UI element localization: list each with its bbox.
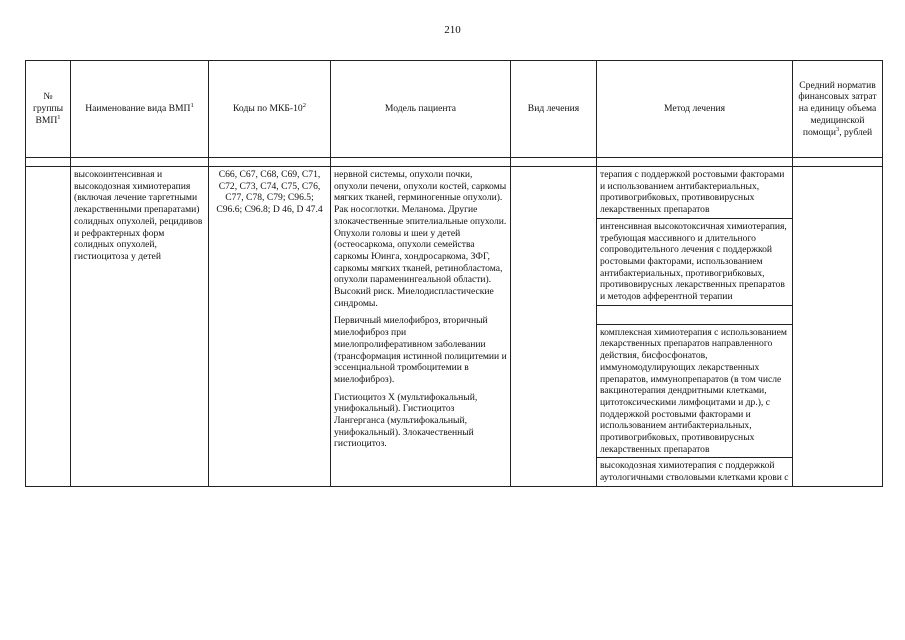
header-codes: Коды по МКБ-$10^2$ [209,61,331,158]
header-model: Модель пациента [331,61,511,158]
cell-name: высокоинтенсивная и высокодозная химиотерапия (включая лечение таргетными лекарственными препаратами) солидных опухолей, рецидивов и рефрактерных форм солидных опухолей, гистиоцитоза у детей [71,167,209,487]
method-item: терапия с поддержкой ростовыми факторами и использованием антибактериальных, противогрибковых, противовирусных лекарственных препаратов [597,167,792,219]
method-item: высокодозная химиотерапия с поддержкой аутологичными стволовыми клетками крови с [600,460,789,484]
model-paragraph: Первичный миелофиброз, вторичный миелофиброз при миелопролиферативном заболевании (трансформация истинной полицитемии и эссенциальной тромбоцитемии в миелофиброз). [334,315,507,385]
header-cost: Средний норматив финансовых затрат на единицу объема медицинской помощи$^3$, рублей [793,61,883,158]
cell-cost [793,167,883,487]
cell-method [597,167,793,487]
cell-group [26,167,71,487]
header-group: № группы ВМП$^1$ [26,61,71,158]
header-method: Метод лечения [597,61,793,158]
header-row [26,61,883,158]
model-paragraph: нервной системы, опухоли почки, опухоли печени, опухоли костей, саркомы мягких тканей, герминогенные опухоли). Рак носоглотки. Меланома. Другие злокачественные эпителиальные опухоли. Опухоли головы и шеи у детей (остеосаркома, опухоли семейства саркомы Юинга, хондросаркома, ЗФГ, саркомы мягких тканей, ретинобластома, опухоли параменингеальной области). Высокий риск. Миелодиспластические синдромы. [334,169,507,309]
spacer-row [26,158,883,167]
model-paragraph: Гистиоцитоз X (мультифокальный, унифокальный). Гистиоцитоз Лангерганса (мультифокальный, унифокальный). Злокачественный гистиоцитоз. [334,391,478,450]
method-item-empty [597,306,792,325]
page-number: 210 [444,24,461,36]
method-item: комплексная химиотерапия с использованием лекарственных препаратов направленного действия, бисфосфонатов, иммуномодулирующих лекарственных препаратов, иммунопрепаратов (в том числе вакцинотерапия дендритными клетками, цитотоксическими лимфоцитами и др.), с поддержкой ростовыми факторами и использованием антибактериальных, противогрибковых, противовирусных лекарственных препаратов [597,325,792,459]
method-item: интенсивная высокотоксичная химиотерапия, требующая массивного и длительного сопроводительного лечения с поддержкой ростовыми факторами, использованием антибактериальных, противогрибковых, противовирусных лекарственных препаратов и методов афферентной терапии [597,219,792,306]
vmp-table [25,60,883,487]
table-row [26,167,883,487]
header-type: Вид лечения [511,61,597,158]
cell-codes: C66, C67, C68, C69, C71, C72, C73, C74, C75, C76, C77, C78, C79; C96.5; C96.6; C96.8; D 46, D 47.4 [209,167,331,487]
cell-type [511,167,597,487]
cell-model [331,167,511,487]
header-name: Наименование вида ВМП$^1$ [71,61,209,158]
